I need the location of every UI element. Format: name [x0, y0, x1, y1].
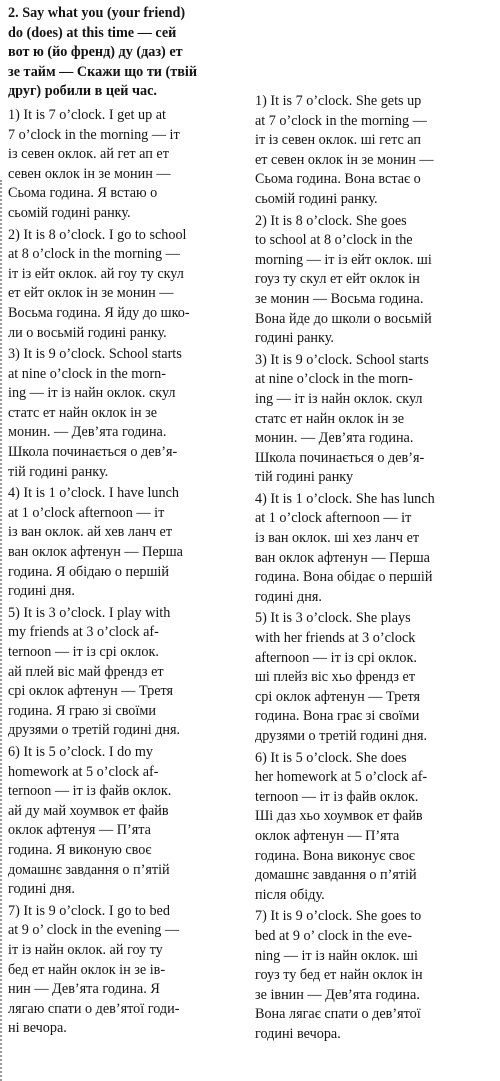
right-answer-4: 4) It is 1 o’clock. She has lunch at 1 o’clock afternoon — іт із ван оклок. ші хез ланч ет ван оклок афтенун — Перша година. Вона обідає о першій годині дня.: [255, 490, 435, 605]
left-column: [6, 4, 247, 1081]
right-answer-7: 7) It is 9 o’clock. She goes to bed at 9 o’ clock in the eve- ning — іт із найн оклок. ші гоуз ту бед ет найн оклок ін зе івнин — Дев’ята година. Вона лягає спати о дев’ятої годині вечора.: [255, 908, 423, 1042]
right-answer-6: 6) It is 5 o’clock. She does her homework at 5 o’clock af- ternoon — іт із файв оклок. Ші даз хьо хоумвок ет файв оклок афтенун — П’ята година. Вона виконує своє домашнє завдання о п’ятій після обіду.: [255, 749, 428, 903]
right-answer-1: 1) It is 7 o’clock. She gets up at 7 o’clock in the morning — іт із севен оклок. ші гетс ап ет севен оклок ін зе монин — Сьома година. Вона встає о сьомій годині ранку.: [255, 93, 434, 207]
exercise-heading: 2. Say what you (your friend) do (does) at this time — сей вот ю (йо френд) ду (даз) ет зе тайм — Скажи що ти (твій друг) робили в цей час.: [8, 5, 197, 100]
left-answer-2: 2) It is 8 o’clock. I go to school at 8 o’clock in the morning — іт із ейт оклок. ай гоу ту скул ет ейт оклок ін зе монин — Восьма година. Я йду до шко- ли о восьмій годині ранку.: [8, 226, 190, 341]
left-answer-5: 5) It is 3 o’clock. I play with my friends at 3 o’clock af- ternoon — іт із срі оклок. ай плей віс май френдз ет срі оклок афтенун — Третя година. Я граю зі своїми друзями о третій годині дня.: [8, 604, 181, 739]
left-answer-1: 1) It is 7 o’clock. I get up at 7 o’clock in the morning — іт із севен оклок. ай гет ап ет севен оклок ін зе монин — Сьома година. Я встаю о сьомій годині ранку.: [8, 106, 180, 221]
left-answer-7: 7) It is 9 o’clock. I go to bed at 9 o’ clock in the evening — іт із найн оклок. ай гоу ту бед ет найн оклок ін зе ів- нин — Дев’ята година. Я лягаю спати о дев’ятої годи- ні вечора.: [8, 902, 180, 1037]
margin-dotted-rule: [0, 180, 2, 1081]
right-answer-5: 5) It is 3 o’clock. She plays with her friends at 3 o’clock afternoon — іт із срі оклок. ші плейз віс хьо френдз ет срі оклок афтенун — Третя година. Вона грає зі своїми друзями о третій годині дня.: [255, 610, 428, 744]
right-column: [255, 4, 496, 1081]
left-answer-3: 3) It is 9 o’clock. School starts at nine o’clock in the morn- ing — іт із найн оклок. скул статс ет найн оклок ін зе монин. — Дев’ята година. Школа починається о дев’я- тій годині ранку.: [8, 346, 182, 480]
left-answer-4: 4) It is 1 o’clock. I have lunch at 1 o’clock afternoon — іт із ван оклок. ай хев ланч ет ван оклок афтенун — Перша година. Я обідаю о першій годині дня.: [8, 485, 183, 600]
left-answer-6: 6) It is 5 o’clock. I do my homework at 5 o’clock af- ternoon — іт із файв оклок. ай ду май хоумвок ет файв оклок афтенуя — П’ята година. Я виконую своє домашнє завдання о п’ятій годині дня.: [8, 743, 172, 898]
right-answer-3: 3) It is 9 o’clock. School starts at nine o’clock in the morn- ing — іт із найн оклок. скул статс ет найн оклок ін зе монин. — Дев’ята година. Школа починається о дев’я- тій годині ранку: [255, 351, 429, 486]
right-answer-2: 2) It is 8 o’clock. She goes to school at 8 o’clock in the morning — іт із ейт оклок. ші гоуз ту скул ет ейт оклок ін зе монин — Восьма година. Вона йде до школи о восьмій годині ранку.: [255, 212, 432, 347]
